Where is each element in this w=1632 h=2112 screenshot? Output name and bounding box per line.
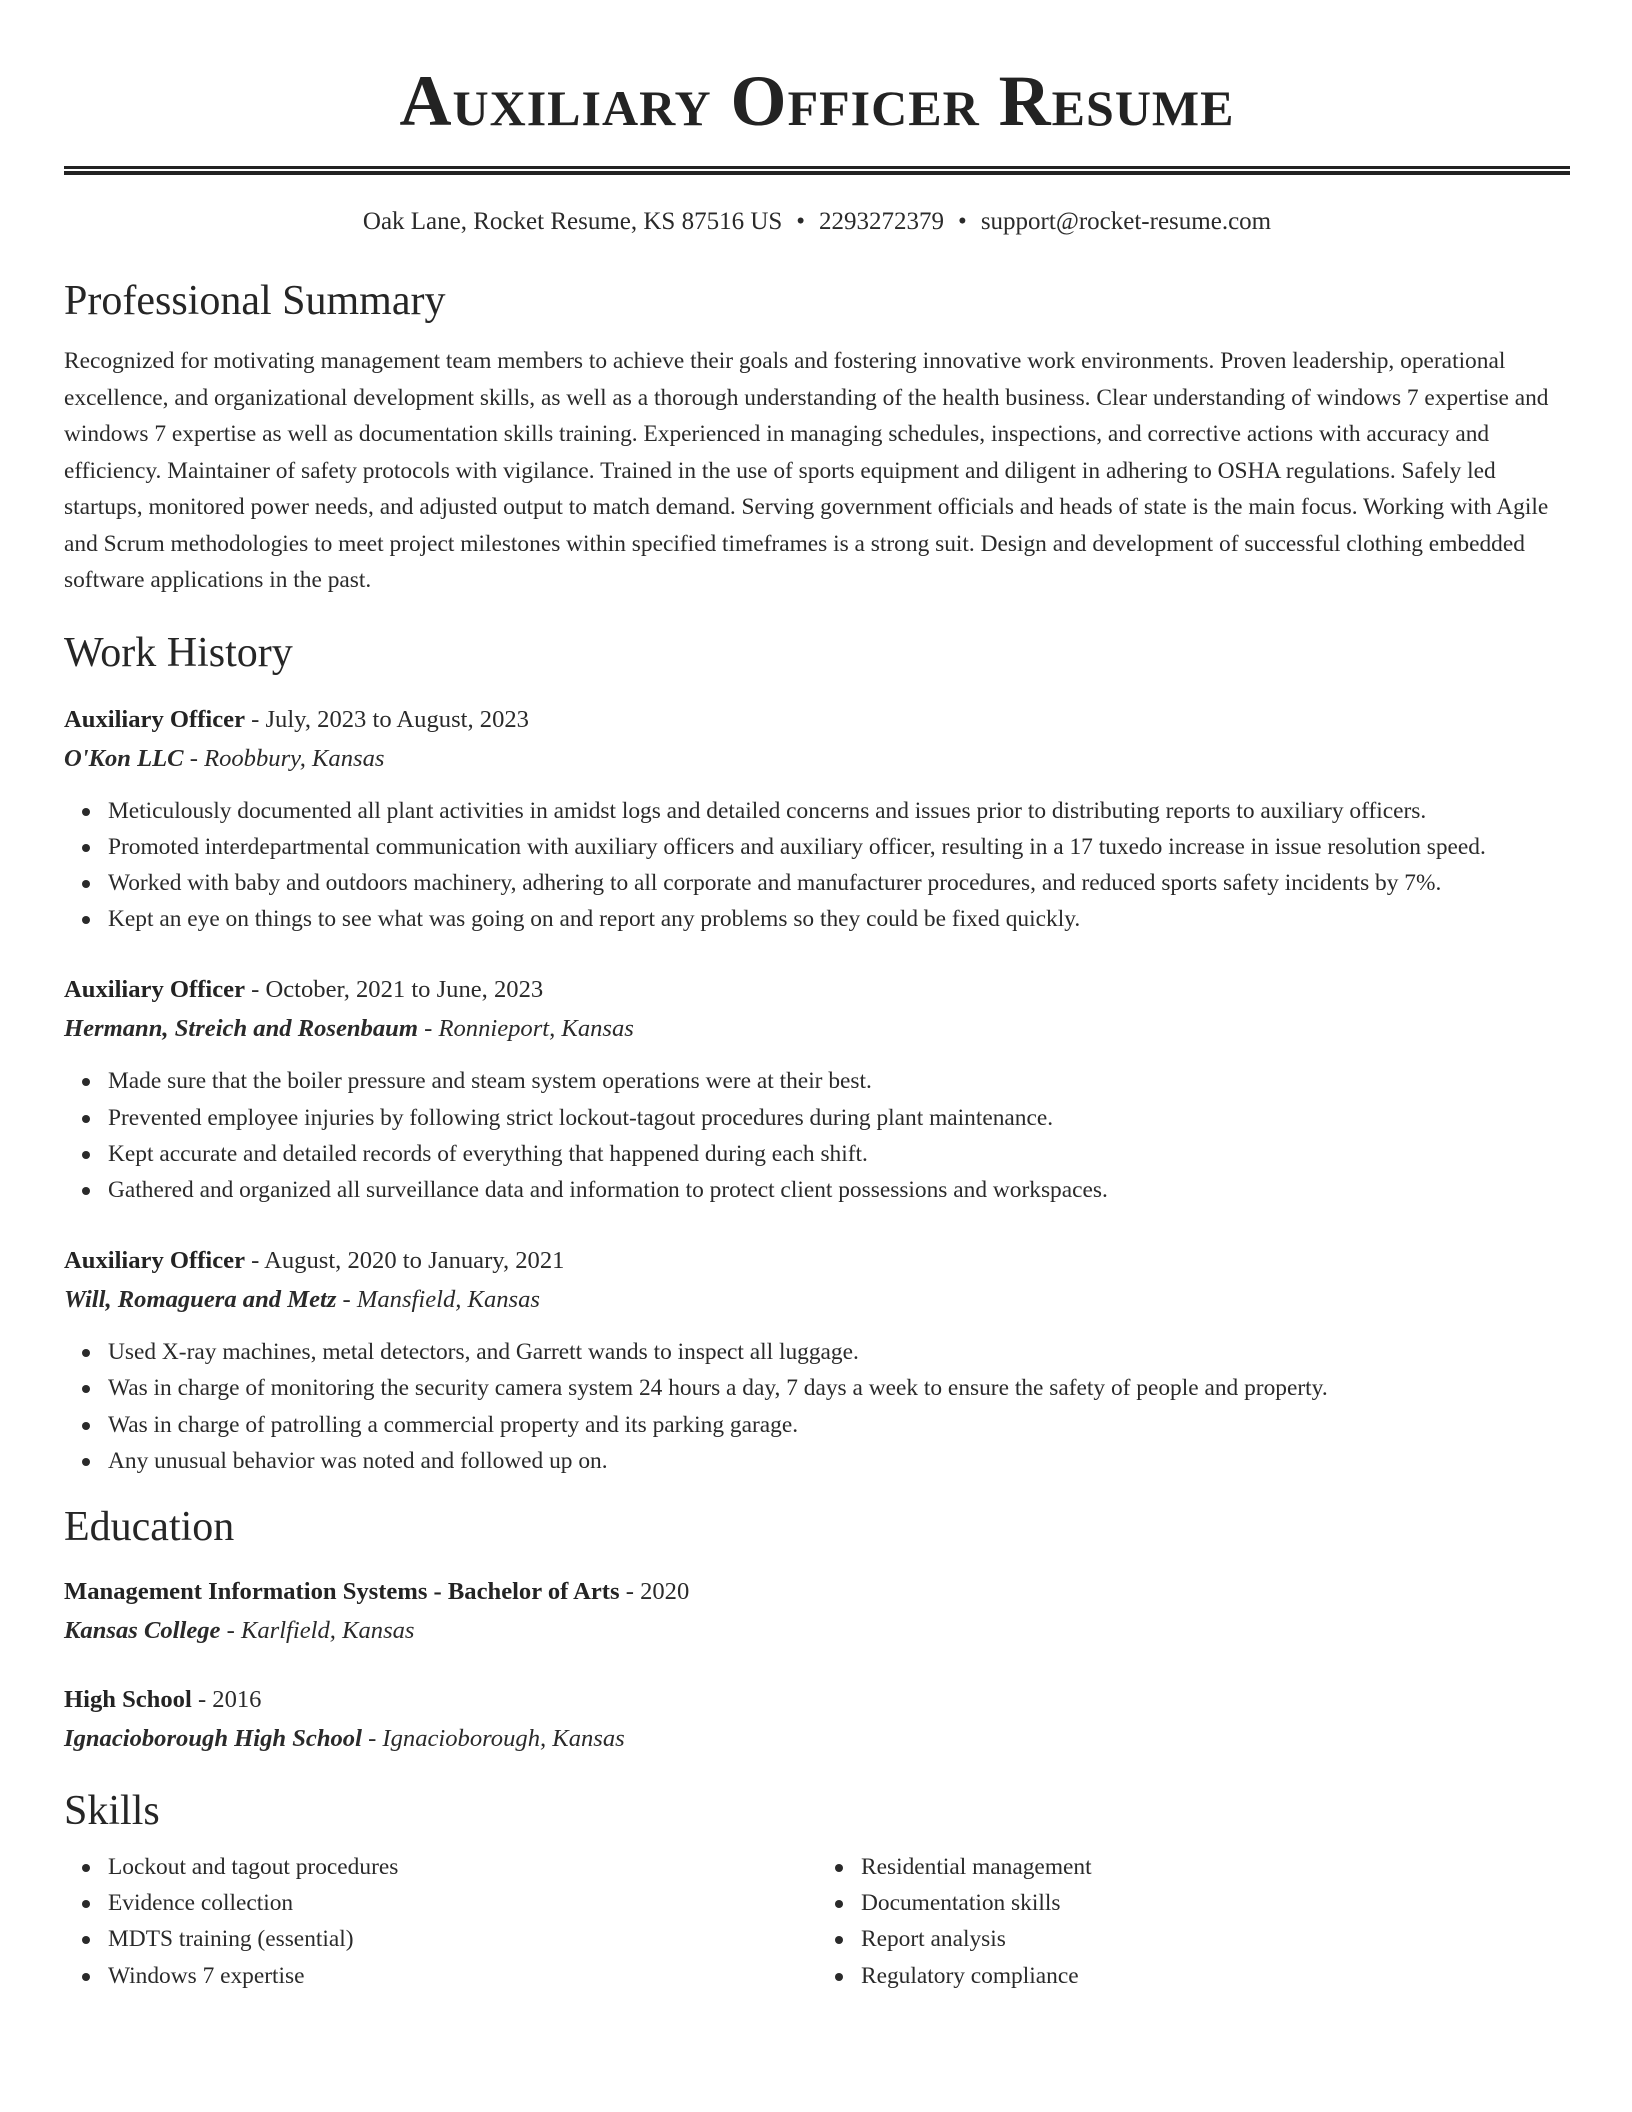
job-location: - Ronnieport, Kansas xyxy=(417,1015,634,1043)
job-dates: - August, 2020 to January, 2021 xyxy=(244,1247,565,1275)
skill-item: Residential management xyxy=(861,1849,1570,1885)
job-bullet: Gathered and organized all surveillance data and information to protect client possessions and workspaces. xyxy=(108,1172,1570,1208)
job-company-line xyxy=(64,739,1570,779)
skills-heading: Skills xyxy=(64,1787,160,1834)
job-company: Hermann, Streich and Rosenbaum xyxy=(64,1015,418,1043)
skill-item: Evidence collection xyxy=(108,1885,817,1921)
job-bullet: Any unusual behavior was noted and followed up on. xyxy=(108,1443,1570,1479)
job-title: Auxiliary Officer xyxy=(64,976,245,1004)
skills-grid xyxy=(64,1849,1570,1994)
contact-separator: • xyxy=(796,208,806,235)
job-company-line xyxy=(64,1280,1570,1320)
education-location: - Karlfield, Kansas xyxy=(220,1616,415,1644)
job-company-line xyxy=(64,1009,1570,1049)
job-location: - Mansfield, Kansas xyxy=(336,1286,540,1314)
skill-item: Documentation skills xyxy=(861,1885,1570,1921)
job-dates: - July, 2023 to August, 2023 xyxy=(244,705,529,733)
skills-column-left xyxy=(64,1849,817,1994)
contact-separator: • xyxy=(958,208,967,235)
skill-item: Report analysis xyxy=(861,1921,1570,1957)
education-entry xyxy=(64,1573,1570,1651)
summary-text: Recognized for motivating management team members to achieve their goals and fostering innovative work environments. Proven leadership, operational excellence, and organizational development skills, as well as a thorough understanding of the health business. Clear understanding of windows 7 expertise and windows 7 expertise as well as documentation skills training. Experienced in managing schedules, inspections, and corrective actions with accuracy and efficiency. Maintainer of safety protocols with vigilance. Trained in the use of sports equipment and diligent in adhering to OSHA regulations. Safely led startups, monitored power needs, and adjusted output to match demand. Serving government officials and heads of state is the main focus. Working with Agile and Scrum methodologies to meet project milestones within specified timeframes is a strong suit. Design and development of successful clothing embedded software applications in the past. xyxy=(64,348,1549,593)
job-bullet: Worked with baby and outdoors machinery, adhering to all corporate and manufacturer procedures, and reduced sports safety incidents by 7%. xyxy=(108,865,1570,901)
skill-item: Lockout and tagout procedures xyxy=(108,1849,817,1885)
job-bullet: Kept accurate and detailed records of everything that happened during each shift. xyxy=(108,1136,1570,1172)
contact-line xyxy=(64,205,1570,239)
job-entry xyxy=(64,701,1570,938)
resume-page xyxy=(64,0,1570,1994)
job-location: - Roobbury, Kansas xyxy=(183,744,385,772)
job-bullet: Meticulously documented all plant activities in amidst logs and detailed concerns and issues prior to distributing reports to auxiliary officers. xyxy=(108,793,1570,829)
education-degree-line xyxy=(64,1681,1570,1719)
contact-phone: 2293272379 xyxy=(819,208,945,235)
job-company: O'Kon LLC xyxy=(64,744,184,772)
education-school: Kansas College xyxy=(64,1616,221,1644)
skill-item: MDTS training (essential) xyxy=(108,1921,817,1957)
education-school-line xyxy=(64,1719,1570,1759)
job-title-line xyxy=(64,971,1570,1009)
education-year: - 2020 xyxy=(619,1577,690,1605)
job-title-line xyxy=(64,701,1570,739)
job-bullets xyxy=(64,793,1570,938)
contact-email: support@rocket-resume.com xyxy=(980,208,1272,235)
education-heading: Education xyxy=(64,1503,235,1550)
contact-address: Oak Lane, Rocket Resume, KS 87516 US xyxy=(362,208,783,235)
job-bullet: Was in charge of monitoring the security camera system 24 hours a day, 7 days a week to ensure the safety of people and property. xyxy=(108,1370,1570,1406)
job-bullets xyxy=(64,1063,1570,1208)
education-degree-line xyxy=(64,1573,1570,1611)
job-bullet: Used X-ray machines, metal detectors, and Garrett wands to inspect all luggage. xyxy=(108,1334,1570,1370)
job-bullet: Was in charge of patrolling a commercial property and its parking garage. xyxy=(108,1407,1570,1443)
job-dates: - October, 2021 to June, 2023 xyxy=(244,976,544,1004)
skill-item: Regulatory compliance xyxy=(861,1958,1570,1994)
education-year: - 2016 xyxy=(191,1685,262,1713)
job-bullet: Made sure that the boiler pressure and steam system operations were at their best. xyxy=(108,1063,1570,1099)
education-school-line xyxy=(64,1611,1570,1651)
skills-column-right xyxy=(817,1849,1570,1994)
education-location: - Ignacioborough, Kansas xyxy=(361,1724,625,1752)
page-title: Auxiliary Officer Resume xyxy=(399,61,1235,141)
summary-heading: Professional Summary xyxy=(64,278,446,324)
education-school: Ignacioborough High School xyxy=(64,1724,362,1752)
job-bullet: Kept an eye on things to see what was going on and report any problems so they could be fixed quickly. xyxy=(108,901,1570,937)
job-entry xyxy=(64,1242,1570,1479)
job-title-line xyxy=(64,1242,1570,1280)
work-history-heading: Work History xyxy=(64,629,293,676)
job-company: Will, Romaguera and Metz xyxy=(64,1286,337,1314)
title-double-rule xyxy=(64,166,1570,175)
job-entry xyxy=(64,971,1570,1208)
education-degree: Management Information Systems - Bachelor of Arts xyxy=(64,1577,620,1605)
job-title: Auxiliary Officer xyxy=(64,705,245,733)
job-bullet: Prevented employee injuries by following strict lockout-tagout procedures during plant maintenance. xyxy=(108,1100,1570,1136)
education-degree: High School xyxy=(64,1685,192,1713)
education-entry xyxy=(64,1681,1570,1759)
job-bullets xyxy=(64,1334,1570,1479)
job-title: Auxiliary Officer xyxy=(64,1247,245,1275)
job-bullet: Promoted interdepartmental communication with auxiliary officers and auxiliary officer, resulting in a 17 tuxedo increase in issue resolution speed. xyxy=(108,829,1570,865)
skill-item: Windows 7 expertise xyxy=(108,1958,817,1994)
